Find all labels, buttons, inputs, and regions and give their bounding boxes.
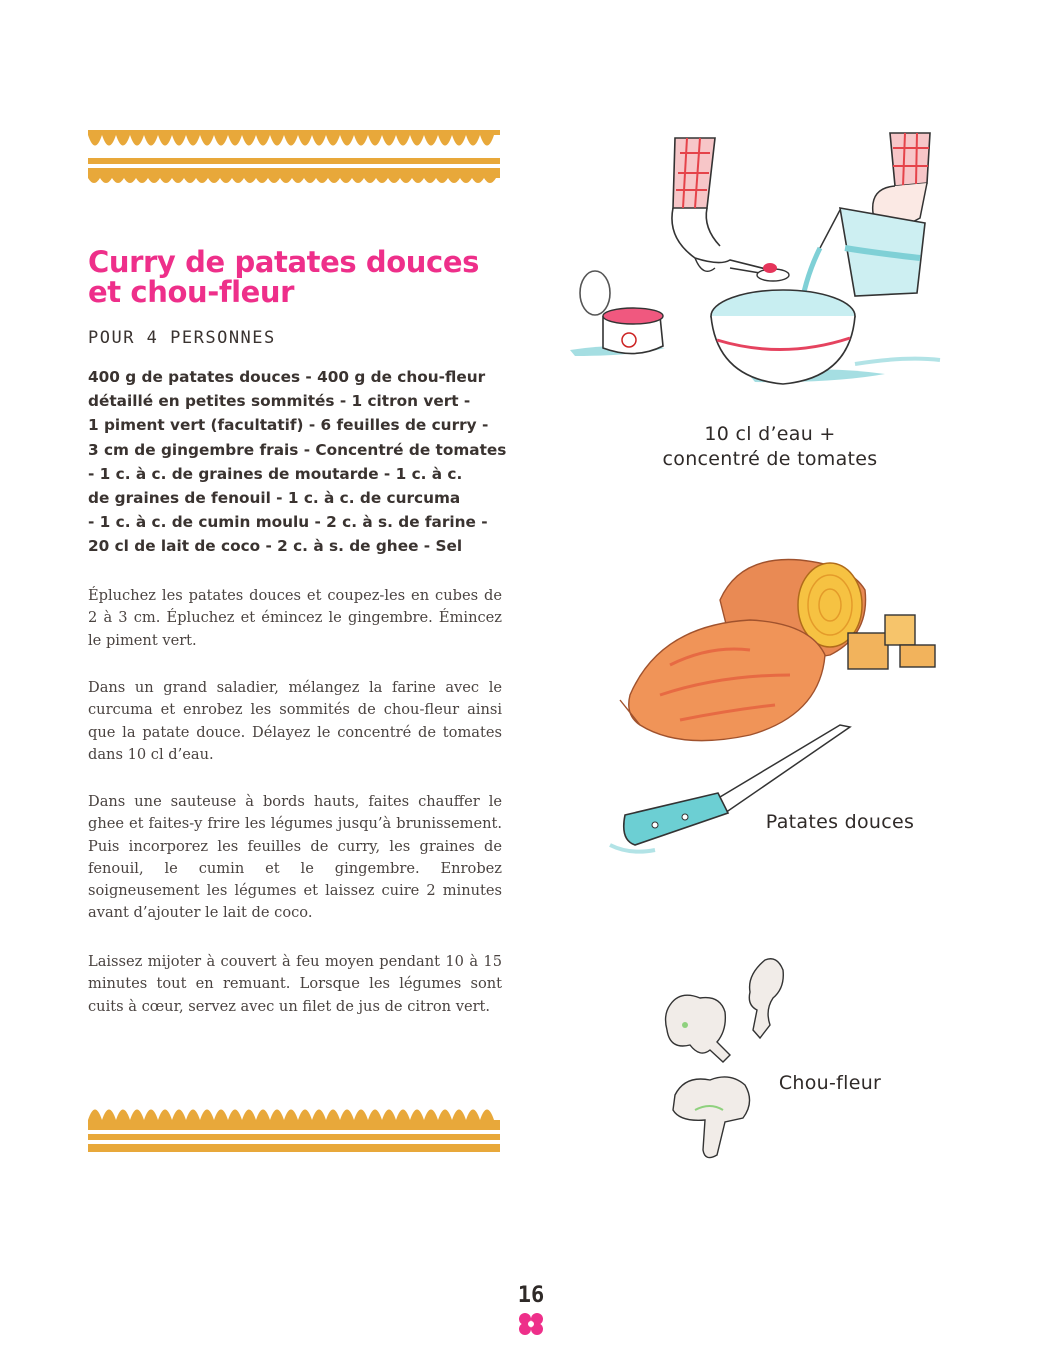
instruction-step-4: Laissez mijoter à couvert à feu moyen pendant 10 à 15 minutes tout en remuant. Lorsque les légumes sont cuits à cœur, servez avec un filet de jus de citron vert.: [88, 953, 502, 1015]
instruction-step-2: Dans un grand saladier, mélangez la farine avec le curcuma et enrobez les sommités de chou-fleur ainsi que la patate douce. Délayez le concentré de tomates dans 10 cl d’eau.: [88, 679, 502, 763]
bowl-caption-line-2: concentré de tomates: [662, 448, 878, 470]
decorative-border-bottom: [88, 1096, 500, 1154]
ingredient-line: 400 g de patates douces - 400 g de chou-fleur: [88, 368, 486, 386]
recipe-title-line-2: et chou-fleur: [88, 275, 295, 309]
decorative-border-top: [88, 130, 500, 188]
page-number: 16: [517, 1283, 545, 1308]
instruction-step-3: Dans une sauteuse à bords hauts, faites chauffer le ghee et faites-y frire les légumes jusqu’à brunissement. Puis incorporez les feuilles de curry, les graines de fenouil, le cumin et le gingembre. Enrobez soigneusement les légumes et laissez cuire 2 minutes avant d’ajouter le lait de coco.: [88, 793, 502, 922]
recipe-title-line-1: Curry de patates douces: [88, 245, 479, 279]
bowl-caption: [640, 422, 900, 472]
ingredient-line: détaillé en petites sommités - 1 citron vert -: [88, 392, 471, 411]
bowl-caption-line-1: 10 cl d’eau +: [704, 423, 836, 445]
bowl-illustration: [555, 128, 945, 388]
ingredient-line: 1 piment vert (facultatif) - 6 feuilles de curry -: [88, 416, 489, 435]
flower-icon: [517, 1311, 545, 1337]
potato-caption: Patates douces: [765, 811, 915, 833]
cauliflower-illustration: [655, 950, 785, 1165]
instruction-step-1: Épluchez les patates douces et coupez-les en cubes de 2 à 3 cm. Épluchez et émincez le gingembre. Émincez le piment vert.: [88, 587, 502, 649]
cauliflower-caption: Chou-fleur: [778, 1072, 882, 1094]
servings-label: POUR 4 PERSONNES: [88, 328, 276, 348]
ingredient-line: 20 cl de lait de coco - 2 c. à s. de ghee - Sel: [88, 537, 463, 556]
ingredient-line: 3 cm de gingembre frais - Concentré de tomates: [88, 440, 507, 459]
ingredient-line: - 1 c. à c. de cumin moulu - 2 c. à s. de farine -: [88, 513, 488, 532]
ingredient-line: - 1 c. à c. de graines de moutarde - 1 c. à c.: [88, 464, 463, 483]
ingredients-list: [88, 365, 508, 559]
ingredient-line: de graines de fenouil - 1 c. à c. de curcuma: [88, 489, 461, 508]
recipe-title: [88, 247, 508, 307]
